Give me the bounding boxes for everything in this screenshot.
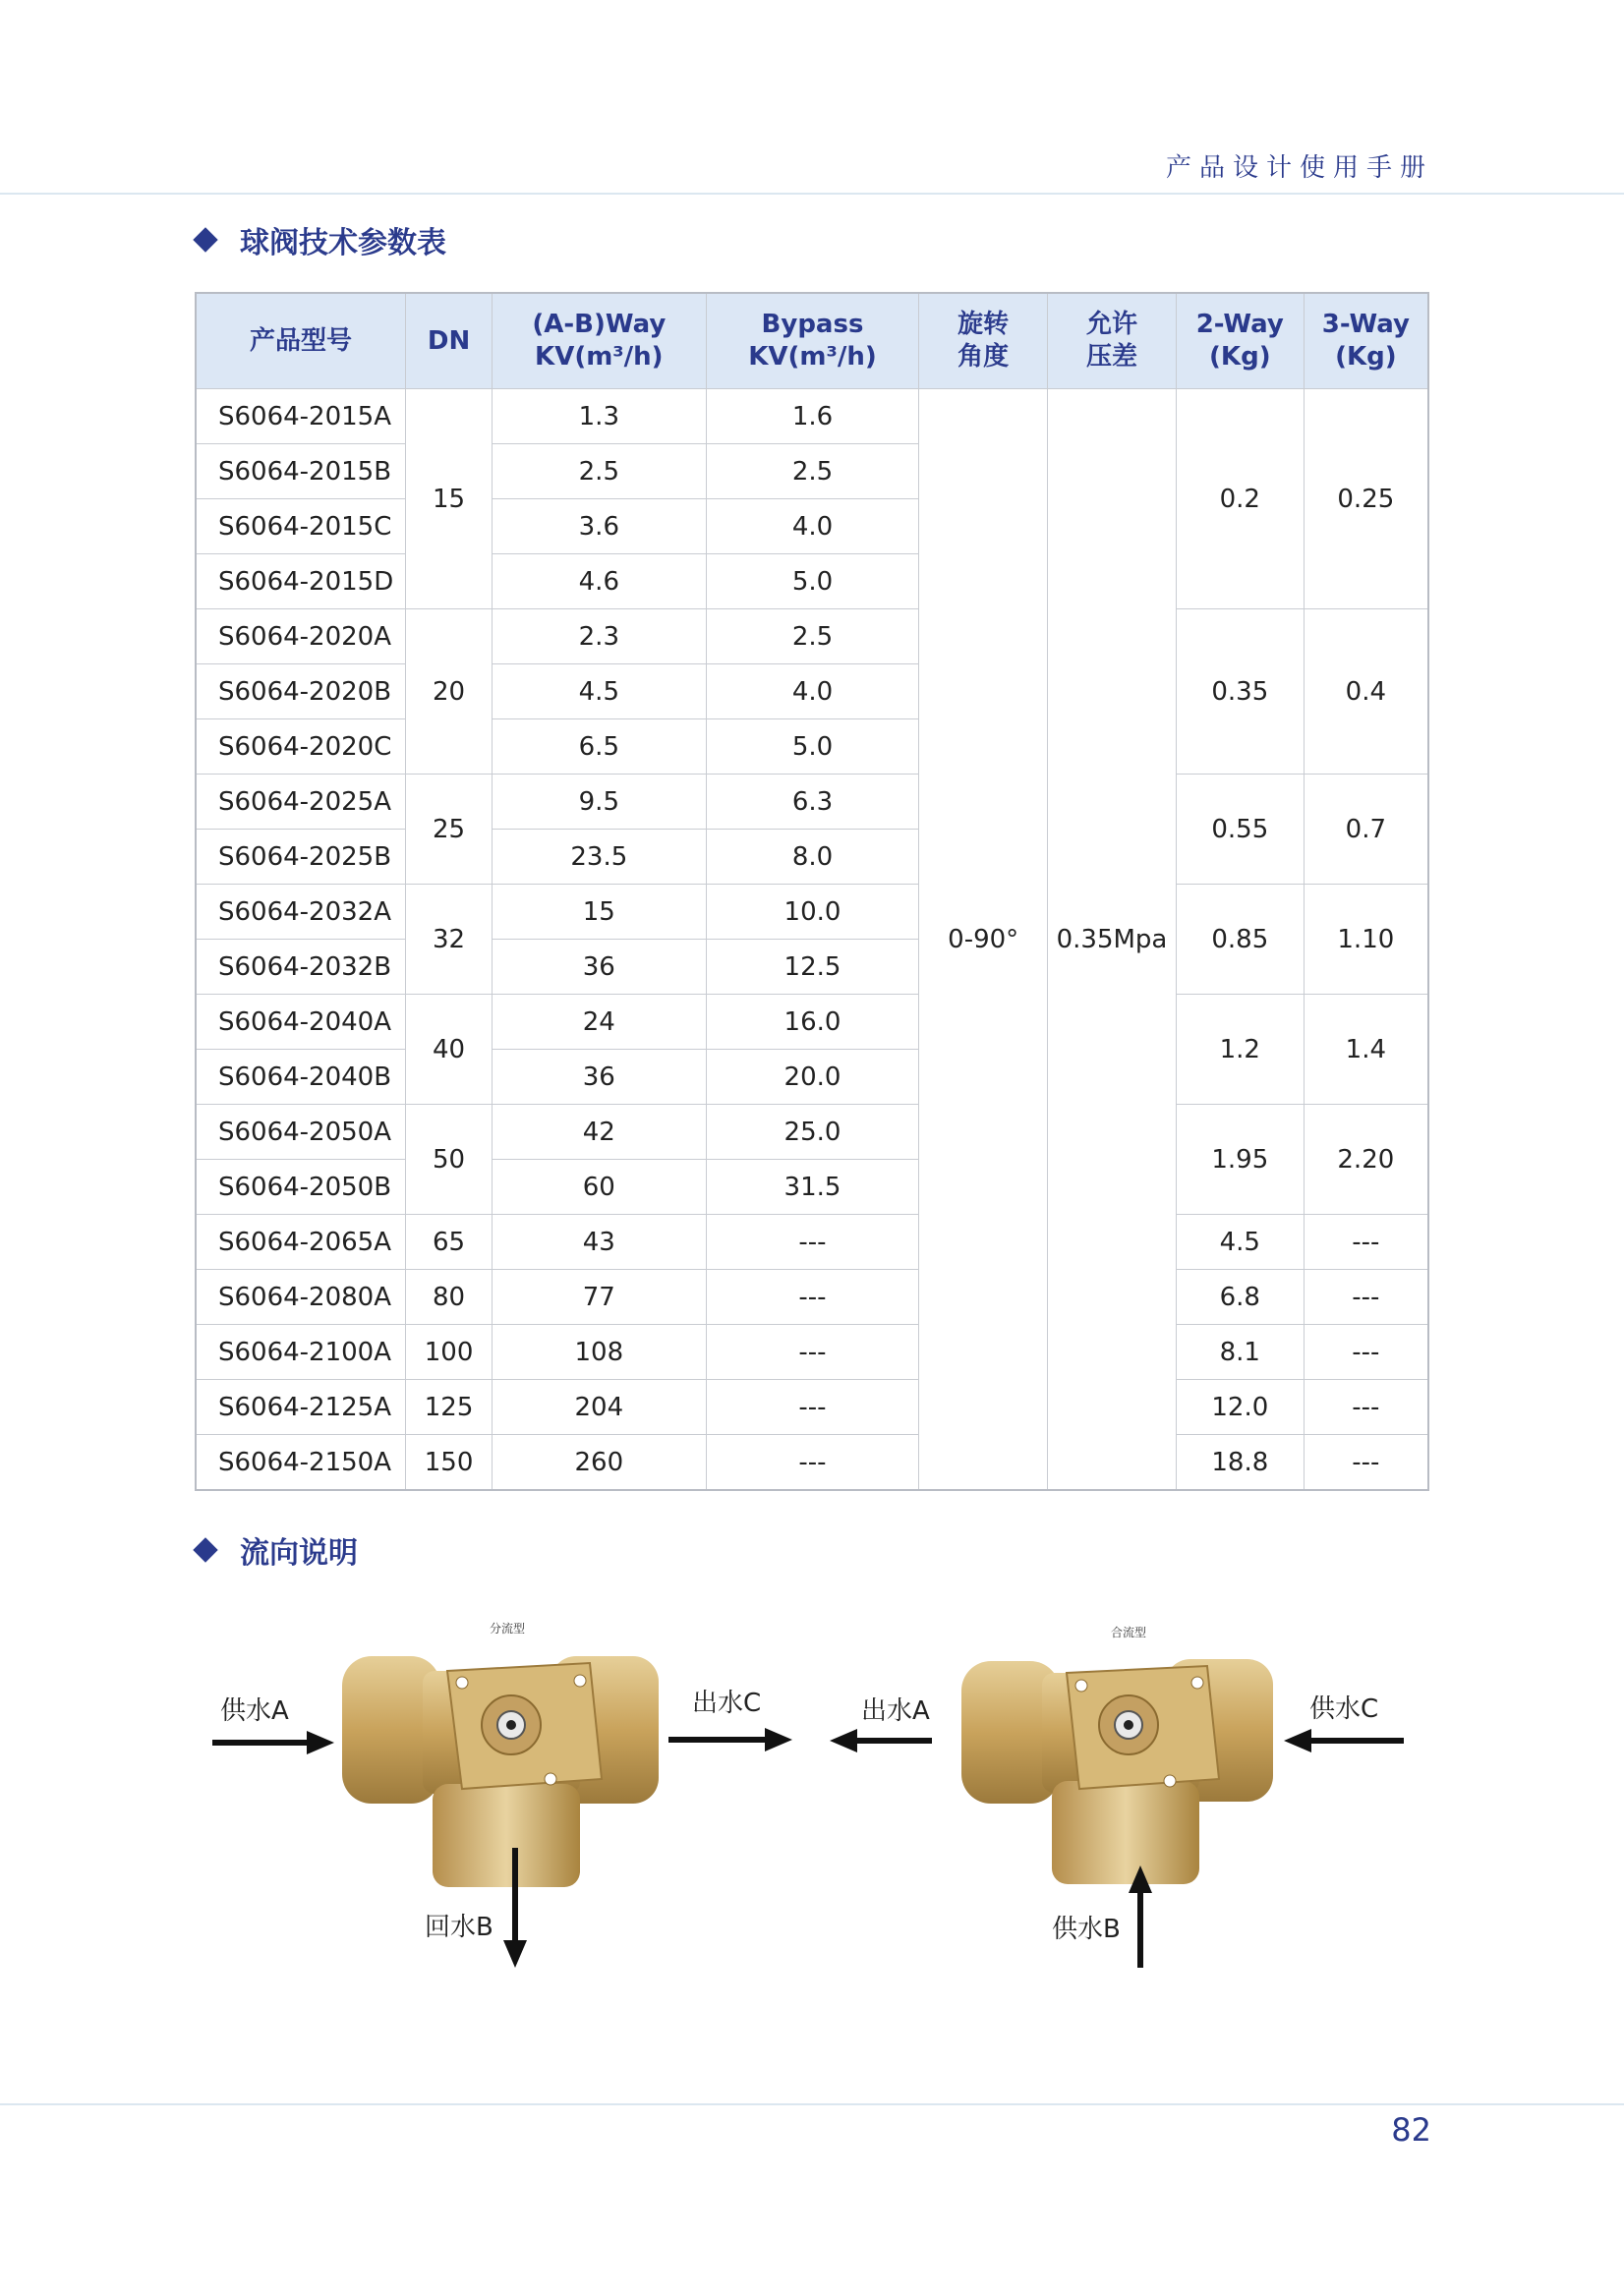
ab-kv-cell: 2.5 — [492, 444, 706, 499]
header-angle: 旋转 角度 — [919, 293, 1048, 389]
weight-3way-cell: --- — [1304, 1380, 1428, 1435]
weight-2way-cell: 12.0 — [1176, 1380, 1304, 1435]
header-3way: 3-Way (Kg) — [1304, 293, 1428, 389]
label-outlet-a: 出水A — [861, 1696, 930, 1726]
left-valve-icon — [342, 1656, 659, 1887]
flow-diagram-svg — [0, 1612, 1624, 1985]
ab-kv-cell: 2.3 — [492, 609, 706, 664]
ab-kv-cell: 3.6 — [492, 499, 706, 554]
bypass-kv-cell: 20.0 — [706, 1050, 919, 1105]
bypass-kv-cell: --- — [706, 1435, 919, 1491]
weight-2way-cell: 1.2 — [1176, 995, 1304, 1105]
table-row — [196, 1270, 1428, 1325]
ab-kv-cell: 42 — [492, 1105, 706, 1160]
arrow-supply-a-icon — [212, 1731, 334, 1754]
arrow-outlet-c-icon — [668, 1728, 792, 1751]
table-row — [196, 1105, 1428, 1160]
header-title: 产品设计使用手册 — [1165, 153, 1433, 183]
table-row — [196, 389, 1428, 444]
bypass-kv-cell: 5.0 — [706, 719, 919, 775]
ab-kv-cell: 108 — [492, 1325, 706, 1380]
header-bypass: Bypass KV(m³/h) — [706, 293, 919, 389]
spec-table — [195, 292, 1429, 1491]
ab-kv-cell: 77 — [492, 1270, 706, 1325]
table-row — [196, 1325, 1428, 1380]
model-cell: S6064-2015C — [196, 499, 406, 554]
ab-kv-cell: 204 — [492, 1380, 706, 1435]
weight-2way-cell: 0.55 — [1176, 775, 1304, 885]
model-cell: S6064-2020A — [196, 609, 406, 664]
section-heading-table — [197, 218, 446, 261]
weight-3way-cell: 2.20 — [1304, 1105, 1428, 1215]
bypass-kv-cell: 25.0 — [706, 1105, 919, 1160]
model-cell: S6064-2065A — [196, 1215, 406, 1270]
ab-kv-cell: 24 — [492, 995, 706, 1050]
weight-3way-cell: --- — [1304, 1325, 1428, 1380]
weight-2way-cell: 8.1 — [1176, 1325, 1304, 1380]
bypass-kv-cell: --- — [706, 1270, 919, 1325]
weight-3way-cell: --- — [1304, 1215, 1428, 1270]
diamond-bullet-icon — [193, 227, 217, 252]
label-supply-b: 供水B — [1052, 1915, 1121, 1944]
model-cell: S6064-2050A — [196, 1105, 406, 1160]
ab-kv-cell: 60 — [492, 1160, 706, 1215]
weight-3way-cell: 0.4 — [1304, 609, 1428, 775]
dn-cell: 20 — [406, 609, 493, 775]
model-cell: S6064-2015A — [196, 389, 406, 444]
weight-2way-cell: 4.5 — [1176, 1215, 1304, 1270]
header-2way: 2-Way (Kg) — [1176, 293, 1304, 389]
dn-cell: 15 — [406, 389, 493, 609]
weight-2way-cell: 0.85 — [1176, 885, 1304, 995]
ab-kv-cell: 15 — [492, 885, 706, 940]
bypass-kv-cell: 2.5 — [706, 609, 919, 664]
flow-diagram — [0, 1612, 1624, 1985]
model-cell: S6064-2032A — [196, 885, 406, 940]
diamond-bullet-icon — [193, 1537, 217, 1562]
ab-kv-cell: 36 — [492, 1050, 706, 1105]
table-header-row — [196, 293, 1428, 389]
dn-cell: 125 — [406, 1380, 493, 1435]
weight-2way-cell: 0.35 — [1176, 609, 1304, 775]
bypass-kv-cell: --- — [706, 1215, 919, 1270]
bypass-kv-cell: 1.6 — [706, 389, 919, 444]
page-number: 82 — [1391, 2111, 1431, 2149]
angle-cell: 0-90° — [919, 389, 1048, 1491]
ab-kv-cell: 36 — [492, 940, 706, 995]
weight-2way-cell: 18.8 — [1176, 1435, 1304, 1491]
model-cell: S6064-2025A — [196, 775, 406, 830]
dn-cell: 100 — [406, 1325, 493, 1380]
section-title: 球阀技术参数表 — [240, 226, 446, 260]
ab-kv-cell: 9.5 — [492, 775, 706, 830]
ab-kv-cell: 4.6 — [492, 554, 706, 609]
weight-3way-cell: --- — [1304, 1270, 1428, 1325]
bypass-kv-cell: 6.3 — [706, 775, 919, 830]
table-row — [196, 609, 1428, 664]
arrow-outlet-a-icon — [830, 1729, 932, 1752]
weight-3way-cell: --- — [1304, 1435, 1428, 1491]
footer-rule — [0, 2103, 1624, 2105]
dn-cell: 150 — [406, 1435, 493, 1491]
header-rule — [0, 193, 1624, 195]
weight-3way-cell: 0.25 — [1304, 389, 1428, 609]
ab-kv-cell: 1.3 — [492, 389, 706, 444]
valve-tag-left: 分流型 — [490, 1622, 526, 1636]
table-row — [196, 1380, 1428, 1435]
model-cell: S6064-2025B — [196, 830, 406, 885]
model-cell: S6064-2080A — [196, 1270, 406, 1325]
bypass-kv-cell: 10.0 — [706, 885, 919, 940]
model-cell: S6064-2040A — [196, 995, 406, 1050]
model-cell: S6064-2040B — [196, 1050, 406, 1105]
model-cell: S6064-2032B — [196, 940, 406, 995]
bypass-kv-cell: 12.5 — [706, 940, 919, 995]
table-row — [196, 1215, 1428, 1270]
dn-cell: 25 — [406, 775, 493, 885]
weight-3way-cell: 1.10 — [1304, 885, 1428, 995]
weight-2way-cell: 6.8 — [1176, 1270, 1304, 1325]
ab-kv-cell: 23.5 — [492, 830, 706, 885]
bypass-kv-cell: 8.0 — [706, 830, 919, 885]
bypass-kv-cell: 16.0 — [706, 995, 919, 1050]
bypass-kv-cell: 31.5 — [706, 1160, 919, 1215]
model-cell: S6064-2015B — [196, 444, 406, 499]
dn-cell: 65 — [406, 1215, 493, 1270]
header-model: 产品型号 — [196, 293, 406, 389]
bypass-kv-cell: --- — [706, 1380, 919, 1435]
section-title: 流向说明 — [240, 1536, 358, 1571]
model-cell: S6064-2020C — [196, 719, 406, 775]
header-dn: DN — [406, 293, 493, 389]
model-cell: S6064-2100A — [196, 1325, 406, 1380]
ab-kv-cell: 6.5 — [492, 719, 706, 775]
ab-kv-cell: 43 — [492, 1215, 706, 1270]
model-cell: S6064-2020B — [196, 664, 406, 719]
label-return-b: 回水B — [425, 1913, 493, 1942]
label-supply-c: 供水C — [1309, 1694, 1379, 1724]
dn-cell: 50 — [406, 1105, 493, 1215]
bypass-kv-cell: 5.0 — [706, 554, 919, 609]
label-outlet-c: 出水C — [692, 1689, 762, 1718]
valve-tag-right: 合流型 — [1111, 1626, 1147, 1639]
table-row — [196, 995, 1428, 1050]
weight-3way-cell: 1.4 — [1304, 995, 1428, 1105]
right-valve-icon — [961, 1659, 1273, 1884]
table-row — [196, 775, 1428, 830]
section-heading-flow — [197, 1528, 358, 1572]
model-cell: S6064-2150A — [196, 1435, 406, 1491]
header-pressure: 允许 压差 — [1048, 293, 1177, 389]
model-cell: S6064-2050B — [196, 1160, 406, 1215]
weight-3way-cell: 0.7 — [1304, 775, 1428, 885]
model-cell: S6064-2125A — [196, 1380, 406, 1435]
label-supply-a: 供水A — [220, 1696, 289, 1726]
model-cell: S6064-2015D — [196, 554, 406, 609]
dn-cell: 32 — [406, 885, 493, 995]
dn-cell: 40 — [406, 995, 493, 1105]
bypass-kv-cell: --- — [706, 1325, 919, 1380]
arrow-supply-c-icon — [1284, 1729, 1404, 1752]
ab-kv-cell: 260 — [492, 1435, 706, 1491]
bypass-kv-cell: 2.5 — [706, 444, 919, 499]
bypass-kv-cell: 4.0 — [706, 664, 919, 719]
dn-cell: 80 — [406, 1270, 493, 1325]
header-ab-way: (A-B)Way KV(m³/h) — [492, 293, 706, 389]
table-row — [196, 1435, 1428, 1491]
pressure-cell: 0.35Mpa — [1048, 389, 1177, 1491]
bypass-kv-cell: 4.0 — [706, 499, 919, 554]
table-row — [196, 885, 1428, 940]
weight-2way-cell: 0.2 — [1176, 389, 1304, 609]
weight-2way-cell: 1.95 — [1176, 1105, 1304, 1215]
ab-kv-cell: 4.5 — [492, 664, 706, 719]
